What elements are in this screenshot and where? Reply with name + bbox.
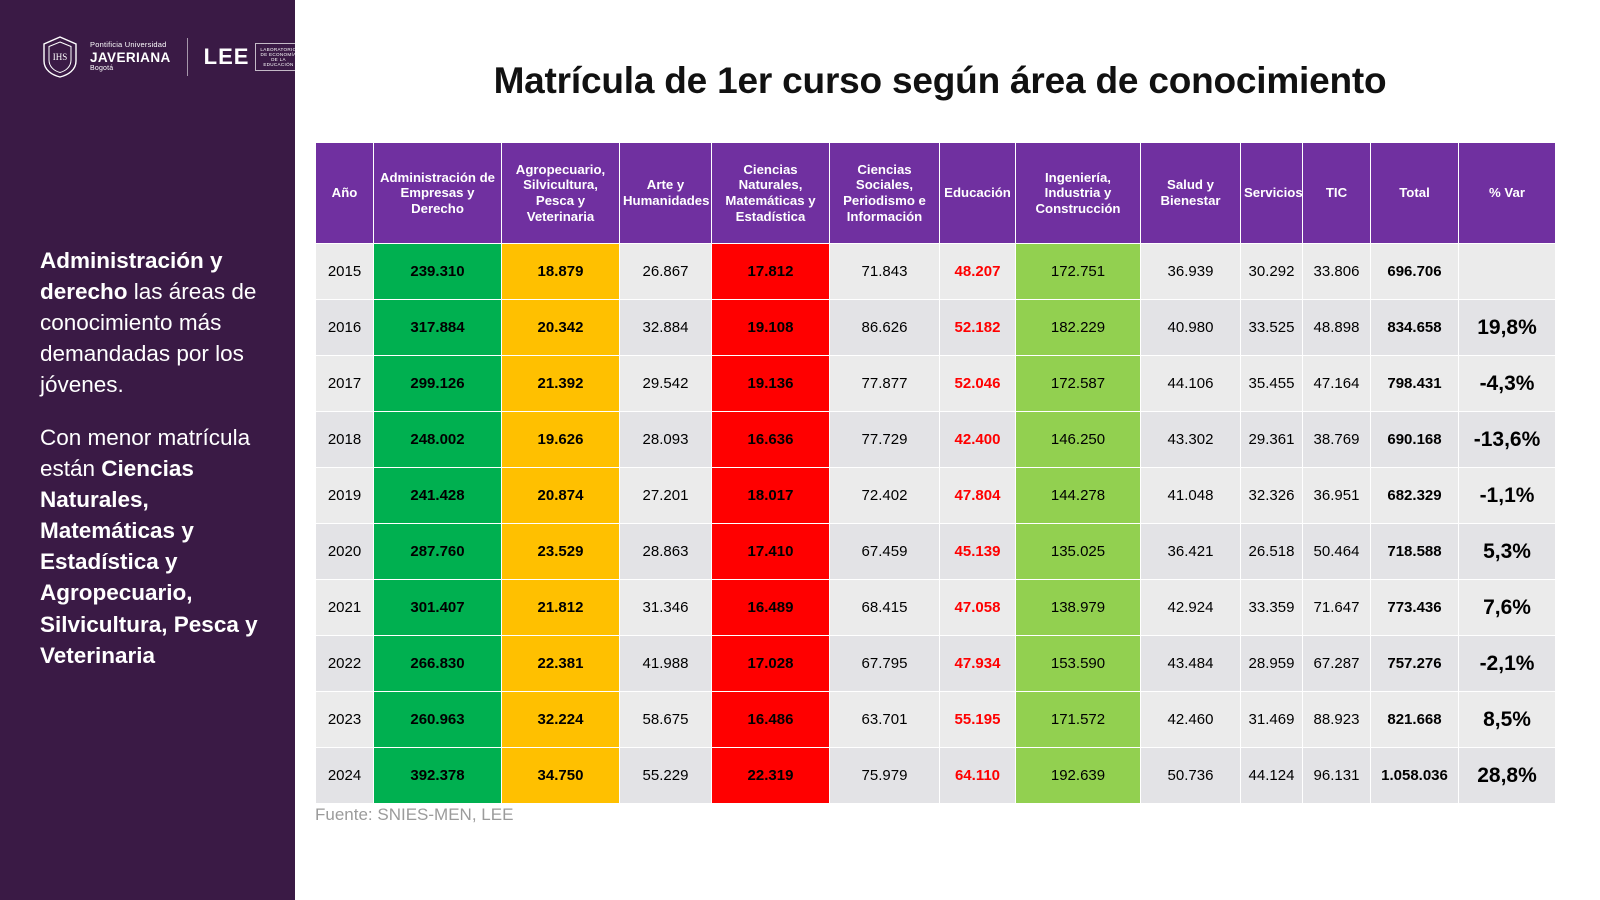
cell-ciencias-naturales: 16.486	[712, 692, 830, 748]
cell-arte: 31.346	[620, 580, 712, 636]
svg-text:IHS: IHS	[52, 52, 68, 62]
cell-arte: 41.988	[620, 636, 712, 692]
sidebar-paragraph-1-bold: Administración y derecho	[40, 248, 223, 305]
cell-ciencias-sociales: 67.795	[830, 636, 940, 692]
cell-total: 696.706	[1371, 244, 1459, 300]
cell-var: -2,1%	[1459, 636, 1556, 692]
cell-ciencias-sociales: 75.979	[830, 748, 940, 804]
cell-agropecuario: 23.529	[502, 524, 620, 580]
cell-tic: 71.647	[1303, 580, 1371, 636]
cell-ciencias-sociales: 77.729	[830, 412, 940, 468]
cell-ciencias-naturales: 22.319	[712, 748, 830, 804]
cell-educacion: 55.195	[940, 692, 1016, 748]
cell-year: 2021	[316, 580, 374, 636]
cell-salud: 43.484	[1141, 636, 1241, 692]
column-header-var: % Var	[1459, 143, 1556, 244]
cell-arte: 26.867	[620, 244, 712, 300]
cell-ciencias-naturales: 19.108	[712, 300, 830, 356]
column-header-salud: Salud y Bienestar	[1141, 143, 1241, 244]
cell-ingenieria: 144.278	[1016, 468, 1141, 524]
cell-salud: 40.980	[1141, 300, 1241, 356]
cell-tic: 48.898	[1303, 300, 1371, 356]
cell-agropecuario: 20.874	[502, 468, 620, 524]
cell-salud: 43.302	[1141, 412, 1241, 468]
cell-educacion: 52.182	[940, 300, 1016, 356]
cell-ciencias-sociales: 72.402	[830, 468, 940, 524]
cell-arte: 32.884	[620, 300, 712, 356]
cell-educacion: 64.110	[940, 748, 1016, 804]
table-row	[316, 356, 1556, 412]
cell-var: -1,1%	[1459, 468, 1556, 524]
table-row	[316, 748, 1556, 804]
table-row	[316, 412, 1556, 468]
cell-ciencias-naturales: 18.017	[712, 468, 830, 524]
cell-agropecuario: 32.224	[502, 692, 620, 748]
sidebar-commentary	[40, 245, 272, 693]
cell-year: 2022	[316, 636, 374, 692]
brand-logo	[40, 30, 297, 84]
cell-tic: 50.464	[1303, 524, 1371, 580]
cell-total: 718.588	[1371, 524, 1459, 580]
column-header-total: Total	[1371, 143, 1459, 244]
cell-total: 834.658	[1371, 300, 1459, 356]
cell-educacion: 47.058	[940, 580, 1016, 636]
cell-administracion: 266.830	[374, 636, 502, 692]
cell-arte: 27.201	[620, 468, 712, 524]
university-line1: Pontificia Universidad	[90, 40, 167, 50]
cell-ingenieria: 171.572	[1016, 692, 1141, 748]
cell-ingenieria: 153.590	[1016, 636, 1141, 692]
cell-ciencias-naturales: 16.636	[712, 412, 830, 468]
column-header-servicios: Servicios	[1241, 143, 1303, 244]
university-crest-icon	[40, 35, 80, 79]
cell-servicios: 33.359	[1241, 580, 1303, 636]
table-row	[316, 692, 1556, 748]
cell-year: 2023	[316, 692, 374, 748]
cell-total: 773.436	[1371, 580, 1459, 636]
cell-agropecuario: 21.812	[502, 580, 620, 636]
sidebar-paragraph-2-bold: Ciencias Naturales, Matemáticas y Estadística y Agropecuario, Silvicultura, Pesca y Veterinaria	[40, 456, 258, 668]
cell-ciencias-sociales: 68.415	[830, 580, 940, 636]
cell-agropecuario: 20.342	[502, 300, 620, 356]
university-line2: JAVERIANA	[90, 49, 171, 65]
cell-arte: 58.675	[620, 692, 712, 748]
cell-var: -4,3%	[1459, 356, 1556, 412]
cell-var: 7,6%	[1459, 580, 1556, 636]
table-row	[316, 244, 1556, 300]
cell-year: 2015	[316, 244, 374, 300]
cell-total: 690.168	[1371, 412, 1459, 468]
cell-tic: 33.806	[1303, 244, 1371, 300]
cell-ciencias-naturales: 17.410	[712, 524, 830, 580]
cell-salud: 36.939	[1141, 244, 1241, 300]
sidebar-paragraph-1-rest: las áreas de conocimiento más demandadas por los jóvenes.	[40, 279, 257, 398]
cell-ingenieria: 192.639	[1016, 748, 1141, 804]
cell-servicios: 26.518	[1241, 524, 1303, 580]
cell-administracion: 239.310	[374, 244, 502, 300]
cell-servicios: 31.469	[1241, 692, 1303, 748]
cell-ciencias-naturales: 19.136	[712, 356, 830, 412]
cell-ciencias-sociales: 63.701	[830, 692, 940, 748]
cell-arte: 29.542	[620, 356, 712, 412]
cell-var: 8,5%	[1459, 692, 1556, 748]
cell-tic: 88.923	[1303, 692, 1371, 748]
cell-educacion: 47.804	[940, 468, 1016, 524]
cell-total: 798.431	[1371, 356, 1459, 412]
cell-tic: 67.287	[1303, 636, 1371, 692]
cell-ingenieria: 182.229	[1016, 300, 1141, 356]
page-title: Matrícula de 1er curso según área de conocimiento	[493, 60, 1387, 101]
table-row	[316, 468, 1556, 524]
cell-ingenieria: 172.587	[1016, 356, 1141, 412]
logo-divider	[187, 38, 188, 76]
cell-total: 682.329	[1371, 468, 1459, 524]
table-row	[316, 580, 1556, 636]
cell-total: 821.668	[1371, 692, 1459, 748]
cell-ingenieria: 138.979	[1016, 580, 1141, 636]
sidebar-paragraph-2-lead: Con menor matrícula están	[40, 425, 251, 482]
cell-agropecuario: 21.392	[502, 356, 620, 412]
cell-var: 19,8%	[1459, 300, 1556, 356]
cell-administracion: 317.884	[374, 300, 502, 356]
column-header-ano: Año	[316, 143, 374, 244]
cell-educacion: 52.046	[940, 356, 1016, 412]
sidebar-paragraph-2	[40, 422, 272, 670]
column-header-arte: Arte y Humanidades	[620, 143, 712, 244]
table-header-row	[316, 143, 1556, 244]
cell-salud: 36.421	[1141, 524, 1241, 580]
university-line3: Bogotá	[90, 64, 114, 72]
cell-ciencias-sociales: 67.459	[830, 524, 940, 580]
main-content	[295, 0, 1600, 900]
cell-ciencias-naturales: 16.489	[712, 580, 830, 636]
cell-ciencias-naturales: 17.028	[712, 636, 830, 692]
cell-ciencias-naturales: 17.812	[712, 244, 830, 300]
cell-administracion: 299.126	[374, 356, 502, 412]
cell-year: 2017	[316, 356, 374, 412]
cell-administracion: 287.760	[374, 524, 502, 580]
cell-year: 2018	[316, 412, 374, 468]
cell-arte: 28.093	[620, 412, 712, 468]
cell-var: 5,3%	[1459, 524, 1556, 580]
source-note: Fuente: SNIES-MEN, LEE	[315, 805, 514, 824]
cell-servicios: 28.959	[1241, 636, 1303, 692]
cell-administracion: 301.407	[374, 580, 502, 636]
cell-tic: 96.131	[1303, 748, 1371, 804]
cell-arte: 55.229	[620, 748, 712, 804]
cell-year: 2016	[316, 300, 374, 356]
column-header-educacion: Educación	[940, 143, 1016, 244]
cell-agropecuario: 19.626	[502, 412, 620, 468]
column-header-administracion: Administración de Empresas y Derecho	[374, 143, 502, 244]
table-row	[316, 524, 1556, 580]
cell-salud: 41.048	[1141, 468, 1241, 524]
cell-ciencias-sociales: 86.626	[830, 300, 940, 356]
cell-ingenieria: 146.250	[1016, 412, 1141, 468]
cell-agropecuario: 18.879	[502, 244, 620, 300]
cell-servicios: 29.361	[1241, 412, 1303, 468]
cell-administracion: 260.963	[374, 692, 502, 748]
column-header-tic: TIC	[1303, 143, 1371, 244]
cell-servicios: 35.455	[1241, 356, 1303, 412]
cell-arte: 28.863	[620, 524, 712, 580]
lee-abbr: LEE	[203, 44, 250, 69]
lee-logo	[204, 43, 302, 71]
cell-salud: 44.106	[1141, 356, 1241, 412]
cell-educacion: 45.139	[940, 524, 1016, 580]
sidebar-panel	[0, 0, 295, 900]
sidebar-paragraph-1	[40, 245, 272, 400]
cell-educacion: 42.400	[940, 412, 1016, 468]
cell-administracion: 392.378	[374, 748, 502, 804]
cell-var: -13,6%	[1459, 412, 1556, 468]
column-header-ciencias-naturales: Ciencias Naturales, Matemáticas y Estadística	[712, 143, 830, 244]
cell-ingenieria: 172.751	[1016, 244, 1141, 300]
cell-salud: 42.460	[1141, 692, 1241, 748]
cell-ciencias-sociales: 77.877	[830, 356, 940, 412]
cell-servicios: 44.124	[1241, 748, 1303, 804]
column-header-agropecuario: Agropecuario, Silvicultura, Pesca y Veterinaria	[502, 143, 620, 244]
cell-tic: 38.769	[1303, 412, 1371, 468]
cell-educacion: 48.207	[940, 244, 1016, 300]
cell-salud: 50.736	[1141, 748, 1241, 804]
cell-servicios: 32.326	[1241, 468, 1303, 524]
cell-administracion: 241.428	[374, 468, 502, 524]
cell-year: 2020	[316, 524, 374, 580]
column-header-ciencias-sociales: Ciencias Sociales, Periodismo e Información	[830, 143, 940, 244]
lee-line1: LABORATORIO	[260, 46, 297, 52]
cell-salud: 42.924	[1141, 580, 1241, 636]
enrollment-table	[315, 142, 1556, 804]
cell-year: 2019	[316, 468, 374, 524]
lee-line3: DE LA EDUCACIÓN	[263, 57, 294, 68]
cell-administracion: 248.002	[374, 412, 502, 468]
cell-tic: 47.164	[1303, 356, 1371, 412]
university-name	[90, 41, 171, 72]
cell-agropecuario: 34.750	[502, 748, 620, 804]
cell-agropecuario: 22.381	[502, 636, 620, 692]
cell-total: 757.276	[1371, 636, 1459, 692]
column-header-ingenieria: Ingeniería, Industria y Construcción	[1016, 143, 1141, 244]
table-row	[316, 300, 1556, 356]
cell-servicios: 30.292	[1241, 244, 1303, 300]
cell-servicios: 33.525	[1241, 300, 1303, 356]
cell-var	[1459, 244, 1556, 300]
cell-educacion: 47.934	[940, 636, 1016, 692]
lee-line2: DE ECONOMÍA	[260, 51, 297, 57]
cell-var: 28,8%	[1459, 748, 1556, 804]
cell-ciencias-sociales: 71.843	[830, 244, 940, 300]
cell-total: 1.058.036	[1371, 748, 1459, 804]
table-row	[316, 636, 1556, 692]
cell-tic: 36.951	[1303, 468, 1371, 524]
cell-ingenieria: 135.025	[1016, 524, 1141, 580]
cell-year: 2024	[316, 748, 374, 804]
